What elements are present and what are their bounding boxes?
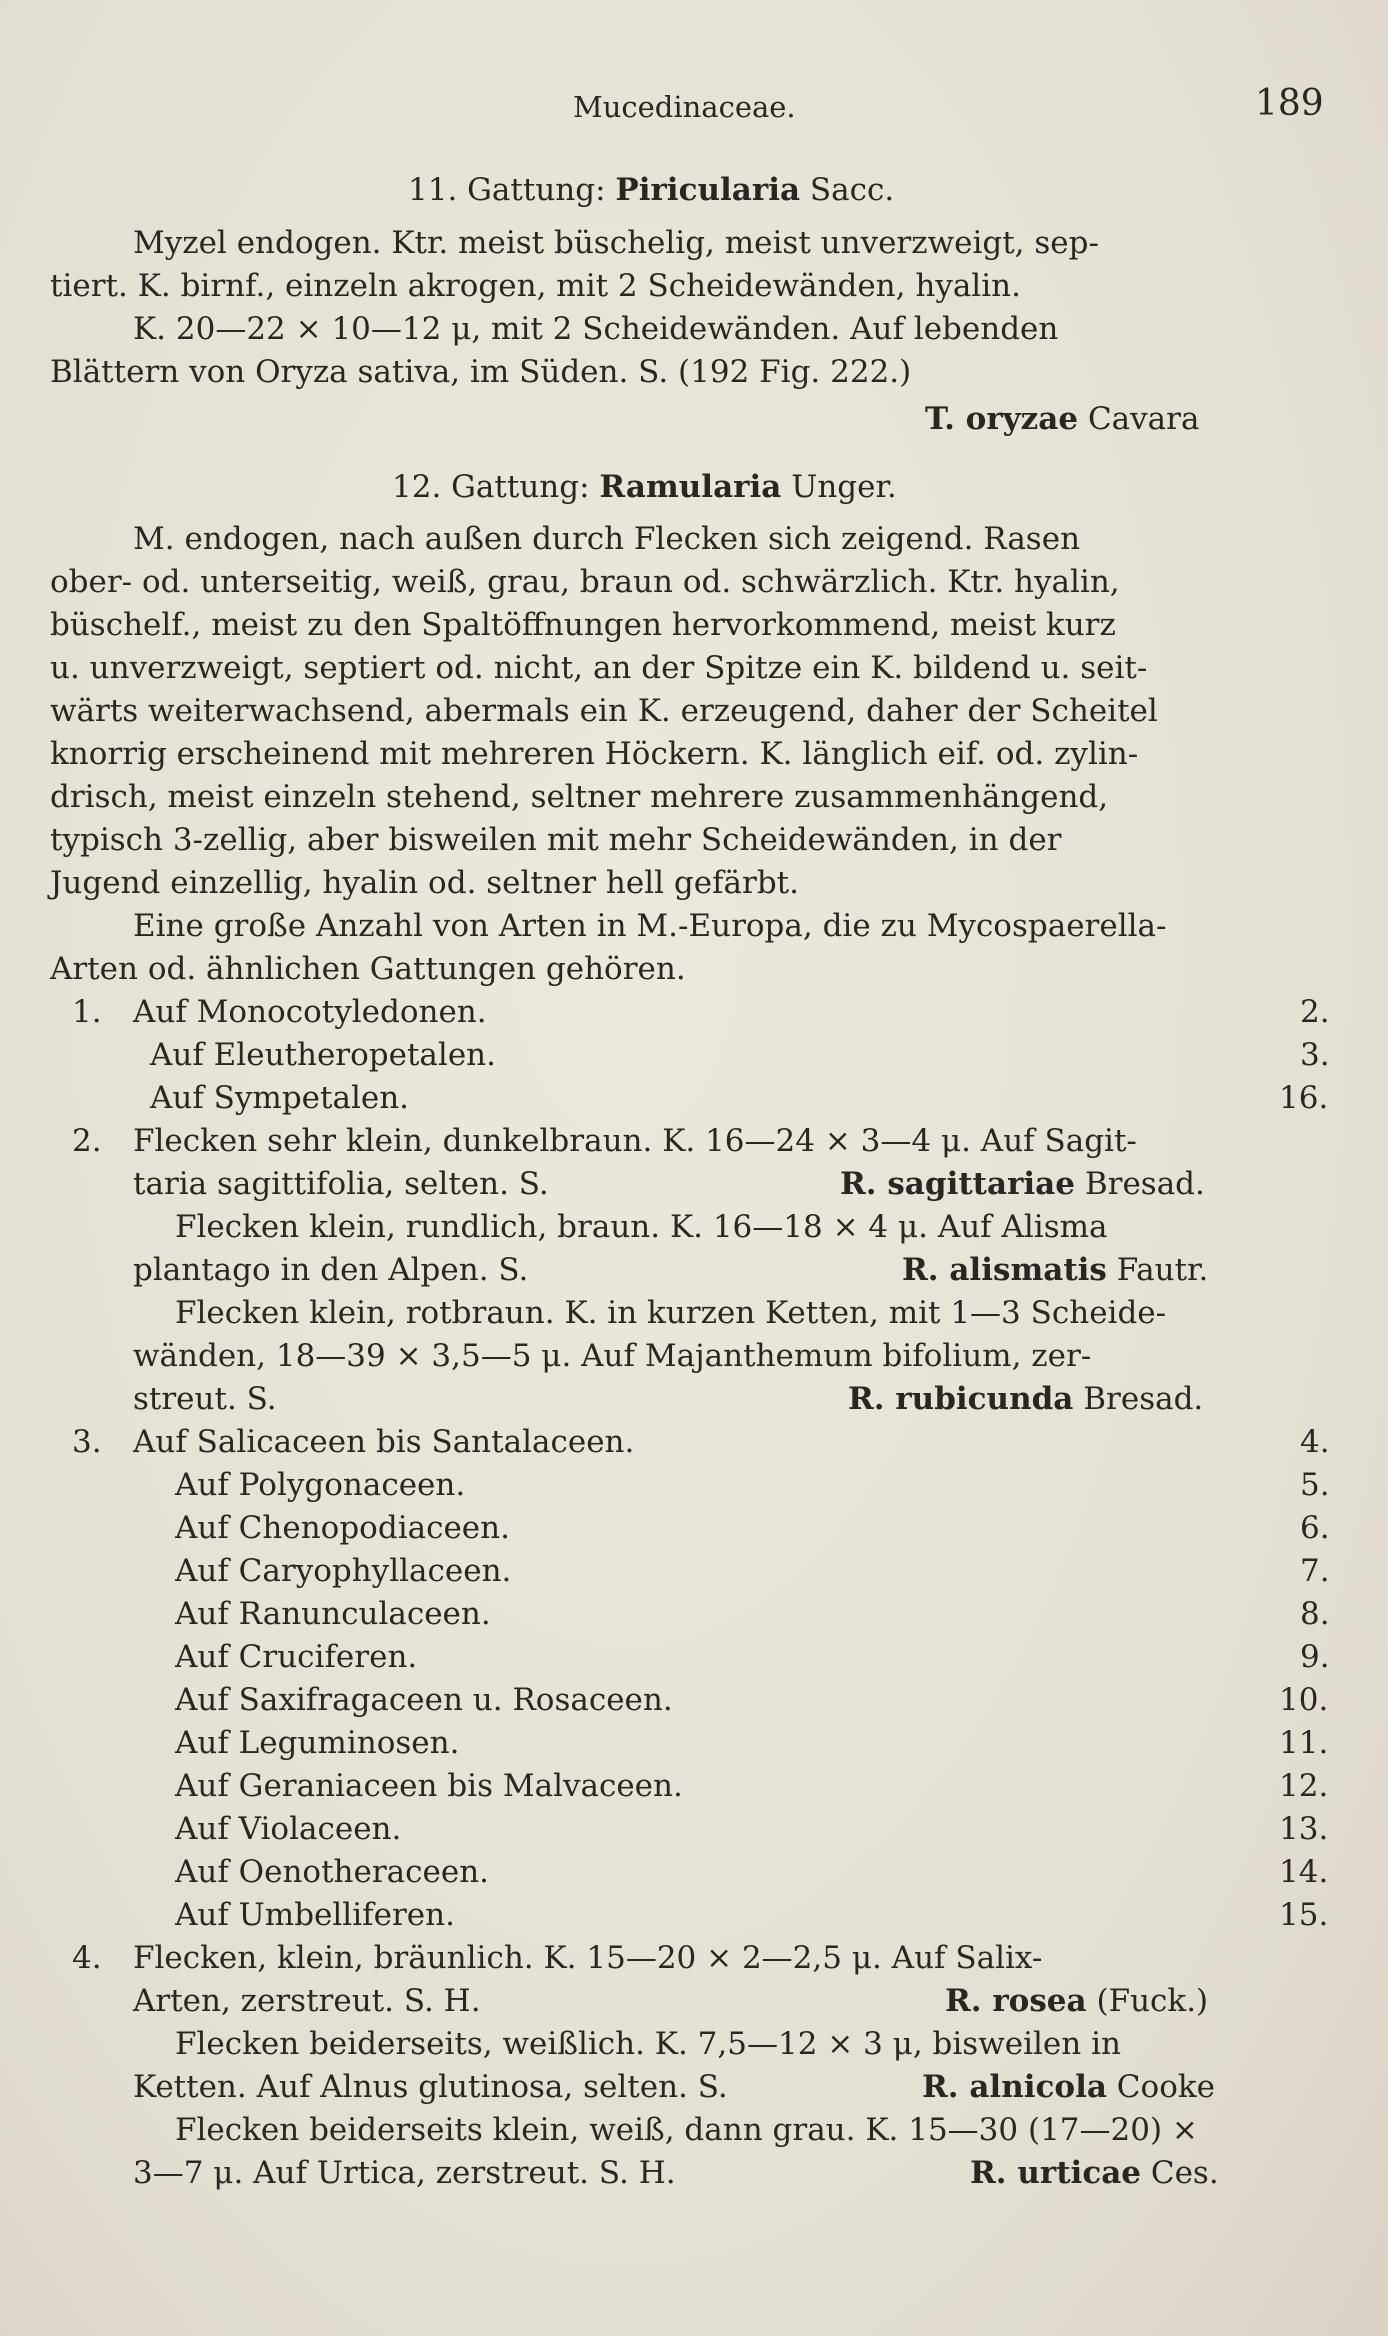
running-title: Mucedinaceae.	[573, 90, 796, 124]
book-page: Mucedinaceae. 189 11. Gattung: Piricularia Sacc. Myzel endogen. Ktr. meist büschelig, meist unverzweigt, sep- tiert. K. birnf., einzeln akrogen, mit 2 Scheidewänden, hyalin. K. 20—22 × 10—12 μ, mit 2 Scheidewänden. Auf lebenden Blättern von Oryza sativa, im Süden. S. (192 Fig. 222.) T. oryzae Cavara 12. Gattung: Ramularia Unger. M. endogen, nach außen durch Flecken sich zeigend. Rasen ober- od. unterseitig, weiß, grau, braun od. schwärzlich. Ktr. hyalin, büschelf., meist zu den Spaltöffnungen hervorkommend, meist kurz u. unverzweigt, septiert od. nicht, an der Spitze ein K. bildend u. seit- wärts weiterwachsend, abermals ein K. erzeugend, daher der Scheitel knorrig erscheinend mit mehreren Höckern. K. länglich eif. od. zylin- drisch, meist einzeln stehend, seltner mehrere zusammenhängend, typisch 3-zellig, aber bisweilen mit mehr Scheidewänden, in der Jugend einzellig, hyalin od. seltner hell gefärbt. Eine große Anzahl von Arten in M.-Europa, die zu Mycospaerella- Arten od. ähnlichen Gattungen gehören. 1. Auf Monocotyledonen. 2. Auf Eleutheropetalen. 3. Auf Sympetalen. 16. 2. Flecken sehr klein, dunkelbraun. K. 16—24 × 3—4 μ. Auf Sagit- taria sagittifolia, selten. S. R. sagittariae Bresad. Flecken klein, rundlich, braun. K. 16—18 × 4 μ. Auf Alisma plantago in den Alpen. S. R. alismatis Fautr. Flecken klein, rotbraun. K. in kurzen Ketten, mit 1—3 Scheide- wänden, 18—39 × 3,5—5 μ. Auf Majanthemum bifolium, zer- streut. S. R. rubicunda Bresad. 3. Auf Salicaceen bis Santalaceen. 4. Auf Polygonaceen. 5. Auf Chenopodiaceen. 6. Auf Caryophyllaceen. 7. Auf Ranunculaceen. 8. Auf Cruciferen. 9. Auf Saxifragaceen u. Rosaceen. 10. Auf Leguminosen. 11. Auf Geraniaceen bis Malvaceen. 12. Auf Violaceen. 13. Auf Oenotheraceen. 14. Auf Umbelliferen. 15. 4. Flecken, klein, bräunlich. K. 15—20 × 2—2,5 μ. Auf Salix- Arten, zerstreut. S. H. R. rosea (Fuck.) Flecken beiderseits, weißlich. K. 7,5—12 × 3 μ, bisweilen in Ketten. Auf Alnus glutinosa, selten. S. R. alnicola Cooke Flecken beiderseits klein, weiß, dann grau. K. 15—30 (17—20) × 3—7 μ. Auf Urtica, zerstreut. S. H. R. urticae Ces.	[0, 0, 1388, 2336]
page-number: 189	[1255, 83, 1324, 124]
text-line: Myzel endogen. Ktr. meist büschelig, meist unverzweigt, sep-	[133, 225, 1099, 261]
